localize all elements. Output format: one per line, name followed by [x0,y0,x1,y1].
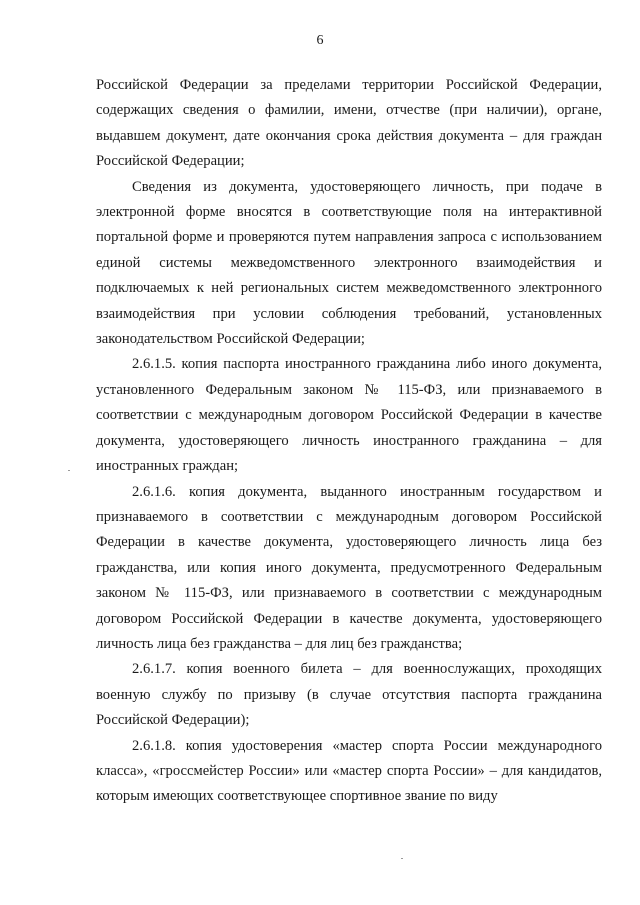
scan-speck [401,858,403,859]
scan-speck [68,470,70,471]
paragraph-2-6-1-7: 2.6.1.7. копия военного билета – для военнослужащих, проходящих военную службу по призыву (в случае отсутствия паспорта гражданина Российской Федерации); [96,661,602,729]
page-number: 6 [316,33,324,48]
paragraph-continuation: Российской Федерации за пределами территории Российской Федерации, содержащих сведения о фамилии, имени, отчестве (при наличии), органе, выдавшем документ, дате окончания срока действия документа – для граждан Российской Федерации; [96,77,602,170]
paragraph-2-6-1-6: 2.6.1.6. копия документа, выданного иностранным государством и признаваемого в соответствии с международным договором Российской Федерации в качестве документа, удостоверяющего личность лица без гражданства, или копия иного документа, предусмотренного Федеральным законом № 115-ФЗ, или признаваемого в соответствии с международным договором Российской Федерации в качестве документа, удостоверяющего личность лица без гражданства – для лиц без гражданства; [96,483,602,652]
paragraph-2-6-1-8: 2.6.1.8. копия удостоверения «мастер спорта России международного класса», «гроссмейстер России» или «мастер спорта России» – для кандидатов, которым имеющих соответствующее спортивное звание по виду [96,737,602,805]
paragraph-electronic-submission: Сведения из документа, удостоверяющего личность, при подаче в электронной форме вносятся в соответствующие поля на интерактивной портальной форме и проверяются путем направления запроса с использованием единой системы межведомственного электронного взаимодействия и подключаемых к ней региональных систем межведомственного электронного взаимодействия при условии соблюдения требований, установленных законодательством Российской Федерации; [96,178,602,348]
paragraph-2-6-1-5: 2.6.1.5. копия паспорта иностранного гражданина либо иного документа, установленного Федеральным законом № 115-ФЗ, или признаваемого в соответствии с международным договором Российской Федерации в качестве документа, удостоверяющего личность иностранного гражданина – для иностранных граждан; [96,356,602,475]
document-body [96,73,602,810]
